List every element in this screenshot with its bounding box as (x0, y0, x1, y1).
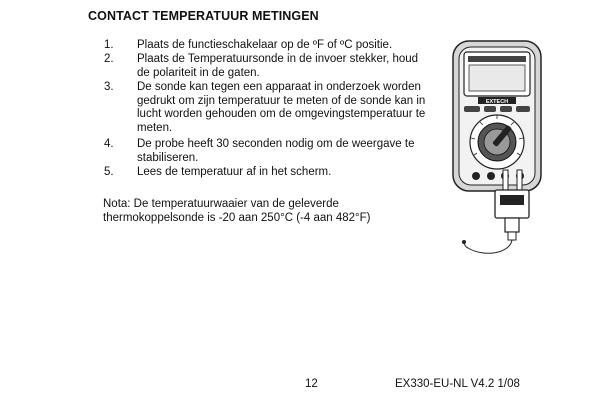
step-number: 4. (104, 138, 114, 150)
page-number: 12 (305, 378, 318, 390)
step-text: Lees de temperatuur af in het scherm. (137, 166, 332, 178)
step-number: 2. (104, 53, 114, 65)
step-number: 5. (104, 166, 114, 178)
document-id: EX330-EU-NL V4.2 1/08 (395, 378, 520, 390)
step-text: Plaats de functieschakelaar op de ºF of ºC positie. (137, 39, 393, 51)
step-number: 3. (104, 81, 114, 93)
temperature-range-note: Nota: De temperatuurwaaier van de geleverde thermokoppelsonde is -20 aan 250°C (-4 aan 482°F) (103, 198, 371, 224)
page-title: CONTACT TEMPERATUUR METINGEN (88, 9, 319, 23)
step-text: De probe heeft 30 seconden nodig om de weergave te stabiliseren. (137, 138, 415, 164)
brand-label: EXTECH (485, 99, 509, 105)
step-text: De sonde kan tegen een apparaat in onderzoek worden gedrukt om zijn temperatuur te meten of de sonde kan in lucht worden gehouden om de omgevingstemperatuur te meten. (137, 81, 426, 134)
step-text: Plaats de Temperatuursonde in de invoer stekker, houd de polariteit in de gaten. (137, 53, 419, 79)
multimeter-with-thermocouple-probe-icon (450, 38, 550, 263)
step-number: 1. (104, 39, 114, 51)
